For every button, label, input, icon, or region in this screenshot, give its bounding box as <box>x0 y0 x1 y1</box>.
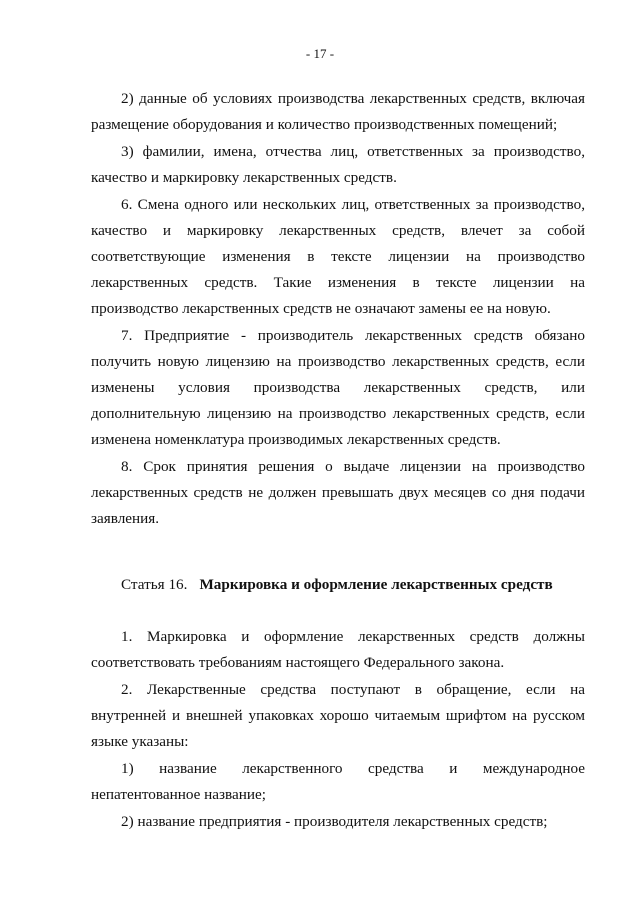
article-number: Статья 16. <box>121 576 188 593</box>
paragraph-subitem-2: 2) название предприятия - производителя лекарственных средств; <box>121 813 548 830</box>
document-body <box>91 86 585 836</box>
paragraph-responsible-persons: 3) фамилии, имена, отчества лиц, ответственных за производство, качество и маркировку лекарственных средств. <box>91 143 585 186</box>
paragraph-item-6: 6. Смена одного или нескольких лиц, ответственных за производство, качество и маркировку лекарственных средств, влечет за собой соответствующие изменения в тексте лицензии на производство лекарственных средств. Такие изменения в тексте лицензии на производство лекарственных средств не означают замены ее на новую. <box>91 196 585 317</box>
article-title: Маркировка и оформление лекарственных средств <box>199 576 553 593</box>
paragraph-article-16-item-1: 1. Маркировка и оформление лекарственных средств должны соответствовать требованиям настоящего Федерального закона. <box>91 628 585 671</box>
paragraph-subitem-1: 1) название лекарственного средства и международное непатентованное название; <box>91 760 585 803</box>
page-number: - 17 - <box>305 46 335 61</box>
article-heading <box>91 572 585 598</box>
paragraph-production-conditions: 2) данные об условиях производства лекарственных средств, включая размещение оборудования и количество производственных помещений; <box>91 90 585 133</box>
paragraph-article-16-item-2: 2. Лекарственные средства поступают в обращение, если на внутренней и внешней упаковках хорошо читаемым шрифтом на русском языке указаны: <box>91 681 585 750</box>
paragraph-item-8: 8. Срок принятия решения о выдаче лицензии на производство лекарственных средств не должен превышать двух месяцев со дня подачи заявления. <box>91 458 585 527</box>
paragraph-item-7: 7. Предприятие - производитель лекарственных средств обязано получить новую лицензию на производство лекарственных средств, если изменены условия производства лекарственных средств, или дополнительную лицензию на производство лекарственных средств, если изменена номенклатура производимых лекарственных средств. <box>91 327 585 448</box>
